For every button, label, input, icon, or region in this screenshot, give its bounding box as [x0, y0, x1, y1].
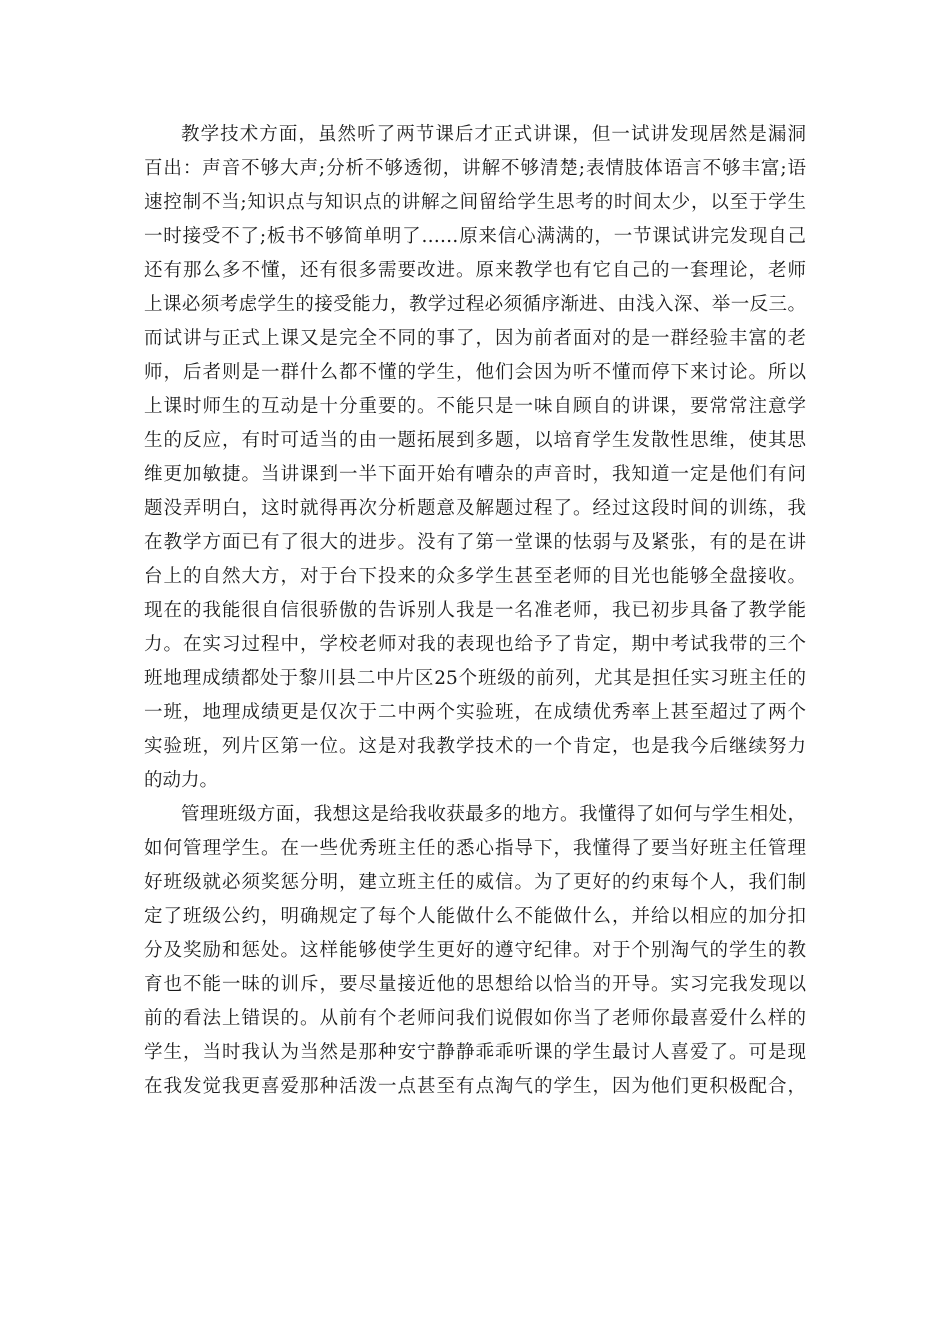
text-line: 生的反应，有时可适当的由一题拓展到多题，以培育学生发散性思维，使其思: [144, 430, 806, 451]
text-line: 如何管理学生。在一些优秀班主任的悉心指导下，我懂得了要当好班主任管理: [144, 838, 806, 859]
text-line: 现在的我能很自信很骄傲的告诉别人我是一名准老师，我已初步具备了教学能: [144, 600, 806, 621]
text-line: 在教学方面已有了很大的进步。没有了第一堂课的怯弱与及紧张，有的是在讲: [144, 532, 806, 553]
text-line: 而试讲与正式上课又是完全不同的事了，因为前者面对的是一群经验丰富的老: [144, 328, 806, 349]
text-line: 在我发觉我更喜爱那种活泼一点甚至有点淘气的学生，因为他们更积极配合，: [144, 1076, 806, 1097]
paragraph-class-management: [144, 798, 806, 1104]
text-line: 师，后者则是一群什么都不懂的学生，他们会因为听不懂而停下来讨论。所以: [144, 362, 806, 383]
text-line: 的动力。: [144, 770, 219, 791]
text-line: 上课时师生的互动是十分重要的。不能只是一味自顾自的讲课，要常常注意学: [144, 396, 806, 417]
text-line: 还有那么多不懂，还有很多需要改进。原来教学也有它自己的一套理论，老师: [144, 260, 806, 281]
text-line: 定了班级公约，明确规定了每个人能做什么不能做什么，并给以相应的加分扣: [144, 906, 806, 927]
text-line: 管理班级方面，我想这是给我收获最多的地方。我懂得了如何与学生相处，: [181, 804, 806, 825]
text-line: 育也不能一昧的训斥，要尽量接近他的思想给以恰当的开导。实习完我发现以: [144, 974, 806, 995]
text-line: 学生，当时我认为当然是那种安宁静静乖乖听课的学生最讨人喜爱了。可是现: [144, 1042, 806, 1063]
text-line: 速控制不当;知识点与知识点的讲解之间留给学生思考的时间太少，以至于学生: [144, 192, 806, 213]
text-line: 实验班，列片区第一位。这是对我教学技术的一个肯定，也是我今后继续努力: [144, 736, 806, 757]
text-line: 力。在实习过程中，学校老师对我的表现也给予了肯定，期中考试我带的三个: [144, 634, 806, 655]
text-line: 上课必须考虑学生的接受能力，教学过程必须循序渐进、由浅入深、举一反三。: [144, 294, 806, 315]
document-page: [144, 118, 806, 1104]
text-line: 百出：声音不够大声;分析不够透彻，讲解不够清楚;表情肢体语言不够丰富;语: [144, 158, 806, 179]
text-line: 前的看法上错误的。从前有个老师问我们说假如你当了老师你最喜爱什么样的: [144, 1008, 806, 1029]
text-line: 班地理成绩都处于黎川县二中片区25个班级的前列，尤其是担任实习班主任的: [144, 668, 806, 689]
text-line: 台上的自然大方，对于台下投来的众多学生甚至老师的目光也能够全盘接收。: [144, 566, 806, 587]
paragraph-teaching-skills: [144, 118, 806, 798]
text-line: 一班，地理成绩更是仅次于二中两个实验班，在成绩优秀率上甚至超过了两个: [144, 702, 806, 723]
text-line: 好班级就必须奖惩分明，建立班主任的威信。为了更好的约束每个人，我们制: [144, 872, 806, 893]
text-line: 教学技术方面，虽然听了两节课后才正式讲课，但一试讲发现居然是漏洞: [181, 124, 806, 145]
text-line: 分及奖励和惩处。这样能够使学生更好的遵守纪律。对于个别淘气的学生的教: [144, 940, 806, 961]
text-line: 题没弄明白，这时就得再次分析题意及解题过程了。经过这段时间的训练，我: [144, 498, 806, 519]
text-line: 一时接受不了;板书不够简单明了……原来信心满满的，一节课试讲完发现自己: [144, 226, 806, 247]
text-line: 维更加敏捷。当讲课到一半下面开始有嘈杂的声音时，我知道一定是他们有问: [144, 464, 806, 485]
